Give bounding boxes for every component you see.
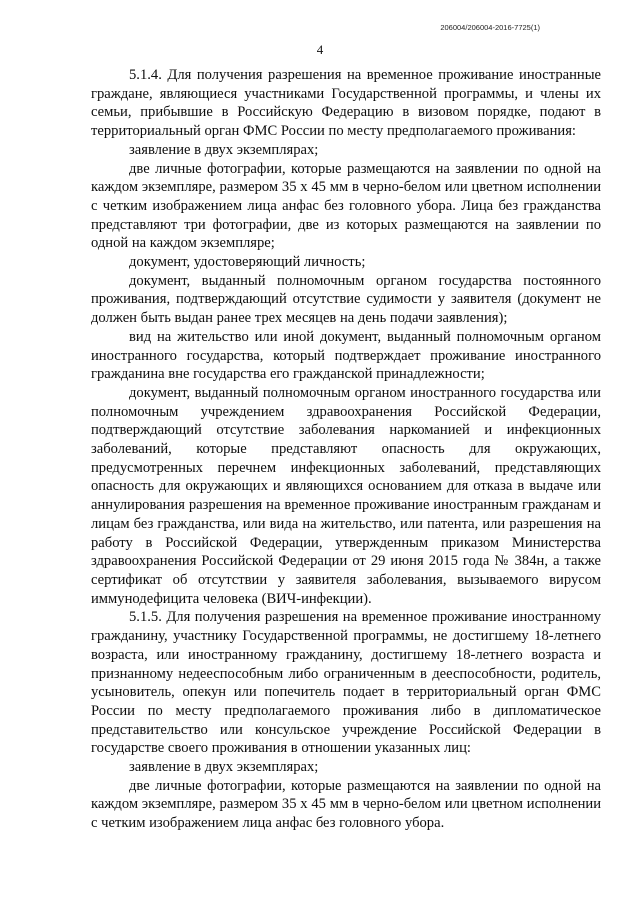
paragraph-no-criminal-record: документ, выданный полномочным органом государства постоянного проживания, подтверждающий отсутствие судимости у заявителя (документ не должен быть выдан ранее трех месяцев на день подачи заявления);: [91, 272, 601, 327]
paragraph-photos: две личные фотографии, которые размещаются на заявлении по одной на каждом экземпляре, размером 35 х 45 мм в черно-белом или цветном исполнении с четким изображением лица анфас без головного убора. Лица без гражданства представляют три фотографии, две из которых размещаются на заявлении по одной на каждом экземпляре;: [91, 160, 601, 252]
paragraph-5-1-5-intro: 5.1.5. Для получения разрешения на временное проживание иностранному гражданину, участнику Государственной программы, не достигшему 18-летнего возраста, или иностранному гражданину, достигшему 18-летнего возраста и признанному недееспособным либо ограниченным в дееспособности, родитель, усыновитель, опекун или попечитель подает в территориальный орган ФМС России по месту предполагаемого проживания либо в дипломатическое представительство или консульское учреждение Российской Федерации в государстве своего проживания в отношении указанных лиц:: [91, 609, 601, 757]
paragraph-photos-2: две личные фотографии, которые размещаются на заявлении по одной на каждом экземпляре, размером 35 х 45 мм в черно-белом или цветном исполнении с четким изображением лица анфас без головного убора.: [91, 777, 601, 832]
paragraph-5-1-4-intro: 5.1.4. Для получения разрешения на временное проживание иностранные граждане, являющиеся участниками Государственной программы, и члены их семьи, прибывшие в Российскую Федерацию в визовом порядке, подают в территориальный орган ФМС России по месту предполагаемого проживания:: [91, 67, 601, 140]
paragraph-identity-document: документ, удостоверяющий личность;: [129, 254, 366, 271]
paragraph-medical-certificate: документ, выданный полномочным органом иностранного государства или полномочным учреждением здравоохранения Российской Федерации, подтверждающий отсутствие заболевания наркоманией и инфекционных заболеваний, которые представляют опасность для окружающих, предусмотренных перечнем инфекционных заболеваний, представляющих опасность для окружающих и являющихся основанием для отказа в выдаче или аннулирования разрешения на временное проживание иностранным гражданам и лицам без гражданства, или вида на жительство, или патента, или разрешения на работу в Российской Федерации, утвержденным приказом Министерства здравоохранения Российской Федерации от 29 июня 2015 года № 384н, а также сертификат об отсутствии у заявителя заболевания, вызываемого вирусом иммунодефицита человека (ВИЧ-инфекции).: [91, 384, 601, 607]
paragraph-application: заявление в двух экземплярах;: [129, 141, 319, 158]
paragraph-application-2: заявление в двух экземплярах;: [129, 759, 319, 776]
document-body: [91, 66, 601, 833]
document-id: 206004/206004-2016-7725(1): [440, 23, 540, 32]
page-number: 4: [316, 42, 324, 57]
paragraph-residence-permit: вид на жительство или иной документ, выданный полномочным органом иностранного государства, который подтверждает проживание иностранного гражданина вне государства его гражданской принадлежности;: [91, 328, 601, 383]
